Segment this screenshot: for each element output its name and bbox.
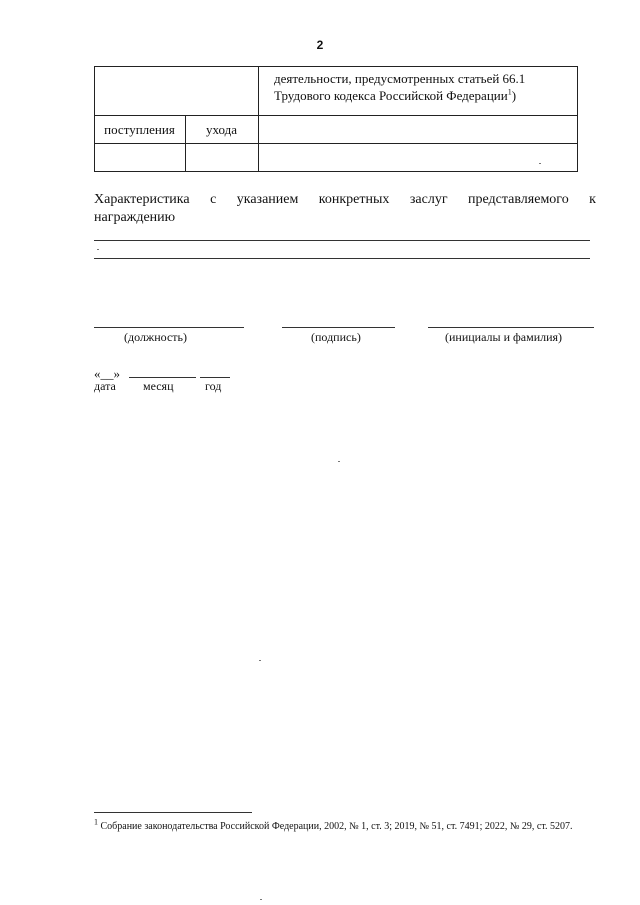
characteristic-word: Характеристика [94, 192, 190, 207]
characteristic-heading [94, 191, 596, 227]
table-row-divider-1 [94, 115, 578, 116]
position-caption: (должность) [124, 330, 187, 344]
table-border-left [94, 66, 95, 172]
characteristic-word: с [210, 192, 217, 207]
award-info-table [94, 66, 578, 172]
date-open-quote: « [94, 366, 101, 381]
footnote-separator [94, 812, 252, 813]
characteristic-word: конкретных [318, 192, 390, 207]
scan-speck [260, 899, 262, 900]
characteristic-word: представляемого [468, 192, 569, 207]
characteristic-fill-line-1 [94, 240, 590, 241]
table-header-arrival: поступления [104, 122, 175, 137]
activity-line-1: деятельности, предусмотренных статьей 66.1 [274, 71, 526, 86]
footnote [94, 817, 600, 834]
date-close-quote: » [113, 366, 120, 381]
signature-line [282, 327, 395, 328]
date-year-line [200, 377, 230, 378]
date-day-blank: __ [100, 366, 114, 381]
footnote-number: 1 [94, 817, 98, 827]
characteristic-word: к [589, 192, 596, 207]
name-caption: (инициалы и фамилия) [445, 330, 563, 344]
signature-caption: (подпись) [311, 330, 361, 344]
activity-line-2 [274, 87, 575, 104]
scan-speck [97, 249, 99, 250]
footnote-text: Собрание законодательства Российской Федерации, 2002, № 1, ст. 3; 2019, № 51, ст. 7491; 2022, № 29, ст. 5207. [100, 821, 573, 832]
table-divider-main [258, 66, 259, 172]
table-border-right [577, 66, 578, 172]
table-border-bottom [94, 171, 578, 172]
page-number: 2 [316, 38, 324, 52]
characteristic-fill-line-2 [94, 258, 590, 259]
characteristic-line-2: награждению [94, 210, 176, 225]
date-month-label: месяц [143, 379, 174, 393]
table-header-departure: ухода [205, 122, 237, 137]
characteristic-word: заслуг [409, 192, 448, 207]
characteristic-word: указанием [236, 192, 299, 207]
date-month-line [129, 377, 196, 378]
date-day-label: дата [94, 379, 116, 393]
scan-speck [338, 461, 340, 462]
table-border-top [94, 66, 578, 67]
close-paren: ) [511, 88, 517, 103]
table-row-divider-2 [94, 143, 578, 144]
date-year-label: год [205, 379, 222, 393]
activity-line-2-text: Трудового кодекса Российской Федерации [274, 88, 508, 103]
name-line [428, 327, 594, 328]
position-line [94, 327, 244, 328]
footnote-mark: 1 [507, 87, 512, 97]
table-cell-activity [265, 70, 575, 104]
scan-speck [259, 660, 261, 661]
characteristic-line-1 [94, 191, 596, 209]
scan-speck [539, 163, 541, 164]
